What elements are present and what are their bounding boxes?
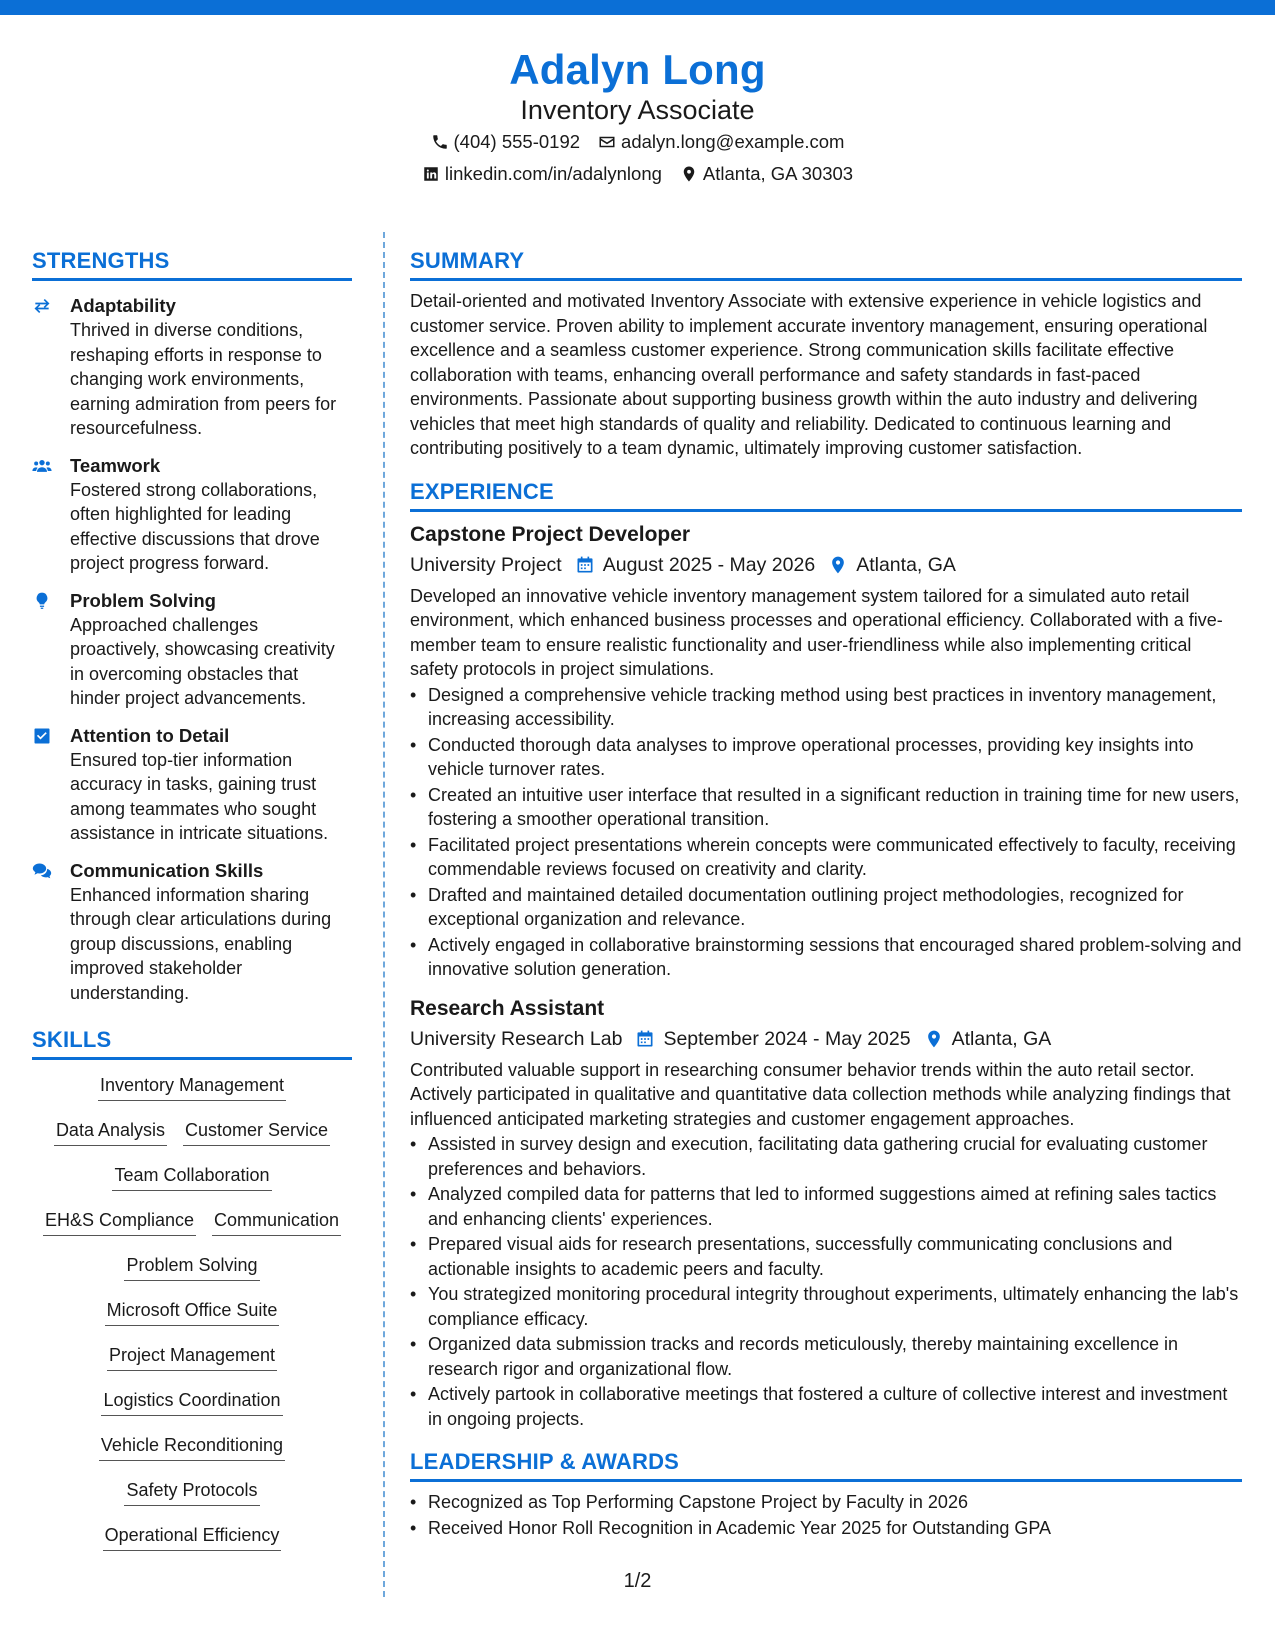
job-dates: September 2024 - May 2025 xyxy=(663,1027,911,1050)
skill-tag: Communication xyxy=(212,1207,341,1236)
strength-desc: Fostered strong collaborations, often highlighted for leading effective discussions that drove project progress forward. xyxy=(70,479,320,573)
summary-text: Detail-oriented and motivated Inventory Associate with extensive experience in vehicle logistics and customer service. Proven ability to implement accurate inventory management, ensuring operational excellence and a seamless customer experience. Strong communication skills facilitate effective collaboration with teams, enhancing overall performance and safety standards in fast-paced environments. Passionate about supporting business growth within the auto industry and delivering vehicles that meet high standards of quality and reliability. Dedicated to continuous learning and contributing positively to a team dynamic, ultimately improving customer satisfaction. xyxy=(410,291,1208,458)
right-column xyxy=(410,246,1242,1541)
strength-item xyxy=(32,724,352,846)
strength-item xyxy=(32,294,352,441)
contact-line-1 xyxy=(0,126,1275,158)
skill-tag: Safety Protocols xyxy=(124,1477,259,1506)
skill-row xyxy=(32,1342,352,1387)
arrows-exchange-icon xyxy=(32,296,52,316)
job-org: University Project xyxy=(410,553,562,576)
bullet-item: • Drafted and maintained detailed documentation outlining project methodologies, recognized for exceptional organization and relevance. xyxy=(410,883,1242,932)
job-description: Developed an innovative vehicle inventory management system tailored for a simulated auto retail environment, which enhanced business processes and operational efficiency. Collaborated with a five-member team to ensure realistic functionality and user-friendliness while also implementing critical safety protocols in project simulations. xyxy=(410,585,1223,679)
lightbulb-icon xyxy=(32,591,52,611)
strength-item xyxy=(32,454,352,576)
page-number: 1/2 xyxy=(623,1570,652,1592)
skill-tag: Microsoft Office Suite xyxy=(105,1297,280,1326)
email-text: adalyn.long@example.com xyxy=(621,131,845,152)
strength-desc: Approached challenges proactively, showcasing creativity in overcoming obstacles that hinder project advancements. xyxy=(70,614,335,708)
map-pin-icon xyxy=(828,555,848,575)
skill-row xyxy=(32,1072,352,1117)
skill-row xyxy=(32,1252,352,1297)
skill-row xyxy=(32,1477,352,1522)
bullet-item: • Designed a comprehensive vehicle tracking method using best practices in inventory management, increasing accessibility. xyxy=(410,683,1242,732)
job-meta xyxy=(410,550,1242,580)
job-dates: August 2025 - May 2026 xyxy=(602,553,816,576)
map-pin-icon xyxy=(924,1029,944,1049)
contact-linkedin xyxy=(422,158,662,190)
skill-row xyxy=(32,1207,352,1252)
resume-header xyxy=(0,44,1275,190)
bullet-item: • Actively engaged in collaborative brainstorming sessions that encouraged shared problem-solving and innovative solution generation. xyxy=(410,933,1242,982)
job-location: Atlanta, GA xyxy=(951,1027,1052,1050)
job-meta xyxy=(410,1024,1242,1054)
skill-tag: Customer Service xyxy=(183,1117,330,1146)
skills-list xyxy=(32,1072,352,1567)
experience-title: EXPERIENCE xyxy=(410,477,1242,512)
bullet-item: • Organized data submission tracks and records meticulously, thereby maintaining excellence in research rigor and organizational flow. xyxy=(410,1332,1242,1381)
job-entry xyxy=(410,520,1242,982)
skill-tag: Operational Efficiency xyxy=(103,1522,282,1551)
job-bullets xyxy=(410,683,1242,982)
job-bullets xyxy=(410,1132,1242,1431)
skill-row xyxy=(32,1522,352,1567)
strength-desc: Thrived in diverse conditions, reshaping efforts in response to changing work environments, earning admiration from peers for resourcefulness. xyxy=(70,320,337,438)
linkedin-text: linkedin.com/in/adalynlong xyxy=(444,163,662,184)
awards-list xyxy=(410,1490,1242,1540)
phone-text: (404) 555-0192 xyxy=(453,131,581,152)
skill-row xyxy=(32,1387,352,1432)
bullet-item: • You strategized monitoring procedural integrity throughout experiments, ultimately enhancing the lab's compliance efficacy. xyxy=(410,1282,1242,1331)
award-item: • Recognized as Top Performing Capstone Project by Faculty in 2026 xyxy=(410,1490,1242,1515)
chat-bubbles-icon xyxy=(32,861,52,881)
contact-phone xyxy=(431,126,581,158)
skill-tag: Project Management xyxy=(107,1342,277,1371)
calendar-icon xyxy=(635,1029,655,1049)
job-location: Atlanta, GA xyxy=(856,553,956,576)
strength-name: Attention to Detail xyxy=(70,724,230,746)
skill-tag: Inventory Management xyxy=(98,1072,286,1101)
strengths-title: STRENGTHS xyxy=(32,246,352,281)
bullet-item: • Prepared visual aids for research presentations, successfully communicating conclusions and actionable insights to academic peers and faculty. xyxy=(410,1232,1242,1281)
linkedin-icon xyxy=(422,165,440,183)
job-role: Capstone Project Developer xyxy=(410,522,691,546)
strength-name: Problem Solving xyxy=(70,589,216,611)
job-dates-group xyxy=(575,550,815,580)
strength-name: Teamwork xyxy=(70,454,161,476)
skills-title: SKILLS xyxy=(32,1025,352,1060)
job-entry xyxy=(410,994,1242,1432)
skill-tag: Vehicle Reconditioning xyxy=(99,1432,285,1461)
skill-tag: Problem Solving xyxy=(124,1252,259,1281)
location-text: Atlanta, GA 30303 xyxy=(702,163,854,184)
skill-row xyxy=(32,1117,352,1162)
bullet-item: • Analyzed compiled data for patterns that led to informed suggestions aimed at refining sales tactics and enhancing clients' experiences. xyxy=(410,1182,1242,1231)
candidate-name: Adalyn Long xyxy=(509,46,766,93)
bullet-item: • Conducted thorough data analyses to improve operational processes, providing key insights into vehicle turnover rates. xyxy=(410,733,1242,782)
job-org: University Research Lab xyxy=(410,1027,623,1050)
skill-row xyxy=(32,1432,352,1477)
skill-tag: EH&S Compliance xyxy=(43,1207,196,1236)
left-column xyxy=(32,246,352,1567)
strength-name: Communication Skills xyxy=(70,859,264,881)
envelope-icon xyxy=(598,133,616,151)
map-pin-icon xyxy=(680,165,698,183)
skill-tag: Data Analysis xyxy=(54,1117,167,1146)
contact-line-2 xyxy=(0,158,1275,190)
strength-item xyxy=(32,859,352,1006)
strength-desc: Enhanced information sharing through clear articulations during group discussions, enabling improved stakeholder understanding. xyxy=(70,884,332,1003)
summary-title: SUMMARY xyxy=(410,246,1242,281)
top-accent-bar xyxy=(0,0,1275,15)
job-description: Contributed valuable support in researching consumer behavior trends within the auto retail sector. Actively participated in qualitative and quantitative data collection methods while analyzing findings that influenced anticipated marketing strategies and customer engagement approaches. xyxy=(410,1059,1231,1129)
job-location-group xyxy=(828,550,956,580)
job-dates-group xyxy=(635,1024,910,1054)
job-role: Research Assistant xyxy=(410,996,605,1020)
strength-name: Adaptability xyxy=(70,295,176,316)
calendar-icon xyxy=(575,555,595,575)
skill-tag: Team Collaboration xyxy=(112,1162,271,1191)
candidate-title: Inventory Associate xyxy=(520,95,755,125)
bullet-item: • Created an intuitive user interface that resulted in a significant reduction in training time for new users, fostering a smoother operational transition. xyxy=(410,783,1242,832)
bullet-item: • Actively partook in collaborative meetings that fostered a culture of collective interest and investment in ongoing projects. xyxy=(410,1382,1242,1431)
phone-icon xyxy=(431,133,449,151)
strength-item xyxy=(32,589,352,711)
bullet-item: • Facilitated project presentations wherein concepts were communicated effectively to faculty, receiving commendable reviews focused on creativity and clarity. xyxy=(410,833,1242,882)
skill-row xyxy=(32,1297,352,1342)
award-item: • Received Honor Roll Recognition in Academic Year 2025 for Outstanding GPA xyxy=(410,1516,1242,1541)
skill-row xyxy=(32,1162,352,1207)
awards-title: LEADERSHIP & AWARDS xyxy=(410,1447,1242,1482)
job-location-group xyxy=(924,1024,1052,1054)
strength-desc: Ensured top-tier information accuracy in tasks, gaining trust among teammates who sought assistance in intricate situations. xyxy=(70,749,329,843)
users-icon xyxy=(32,456,52,476)
contact-location xyxy=(680,158,853,190)
checkbox-icon xyxy=(32,726,52,746)
skill-tag: Logistics Coordination xyxy=(101,1387,282,1416)
bullet-item: • Assisted in survey design and execution, facilitating data gathering crucial for evaluating customer preferences and behaviors. xyxy=(410,1132,1242,1181)
column-divider xyxy=(383,232,385,1597)
contact-email xyxy=(598,126,844,158)
